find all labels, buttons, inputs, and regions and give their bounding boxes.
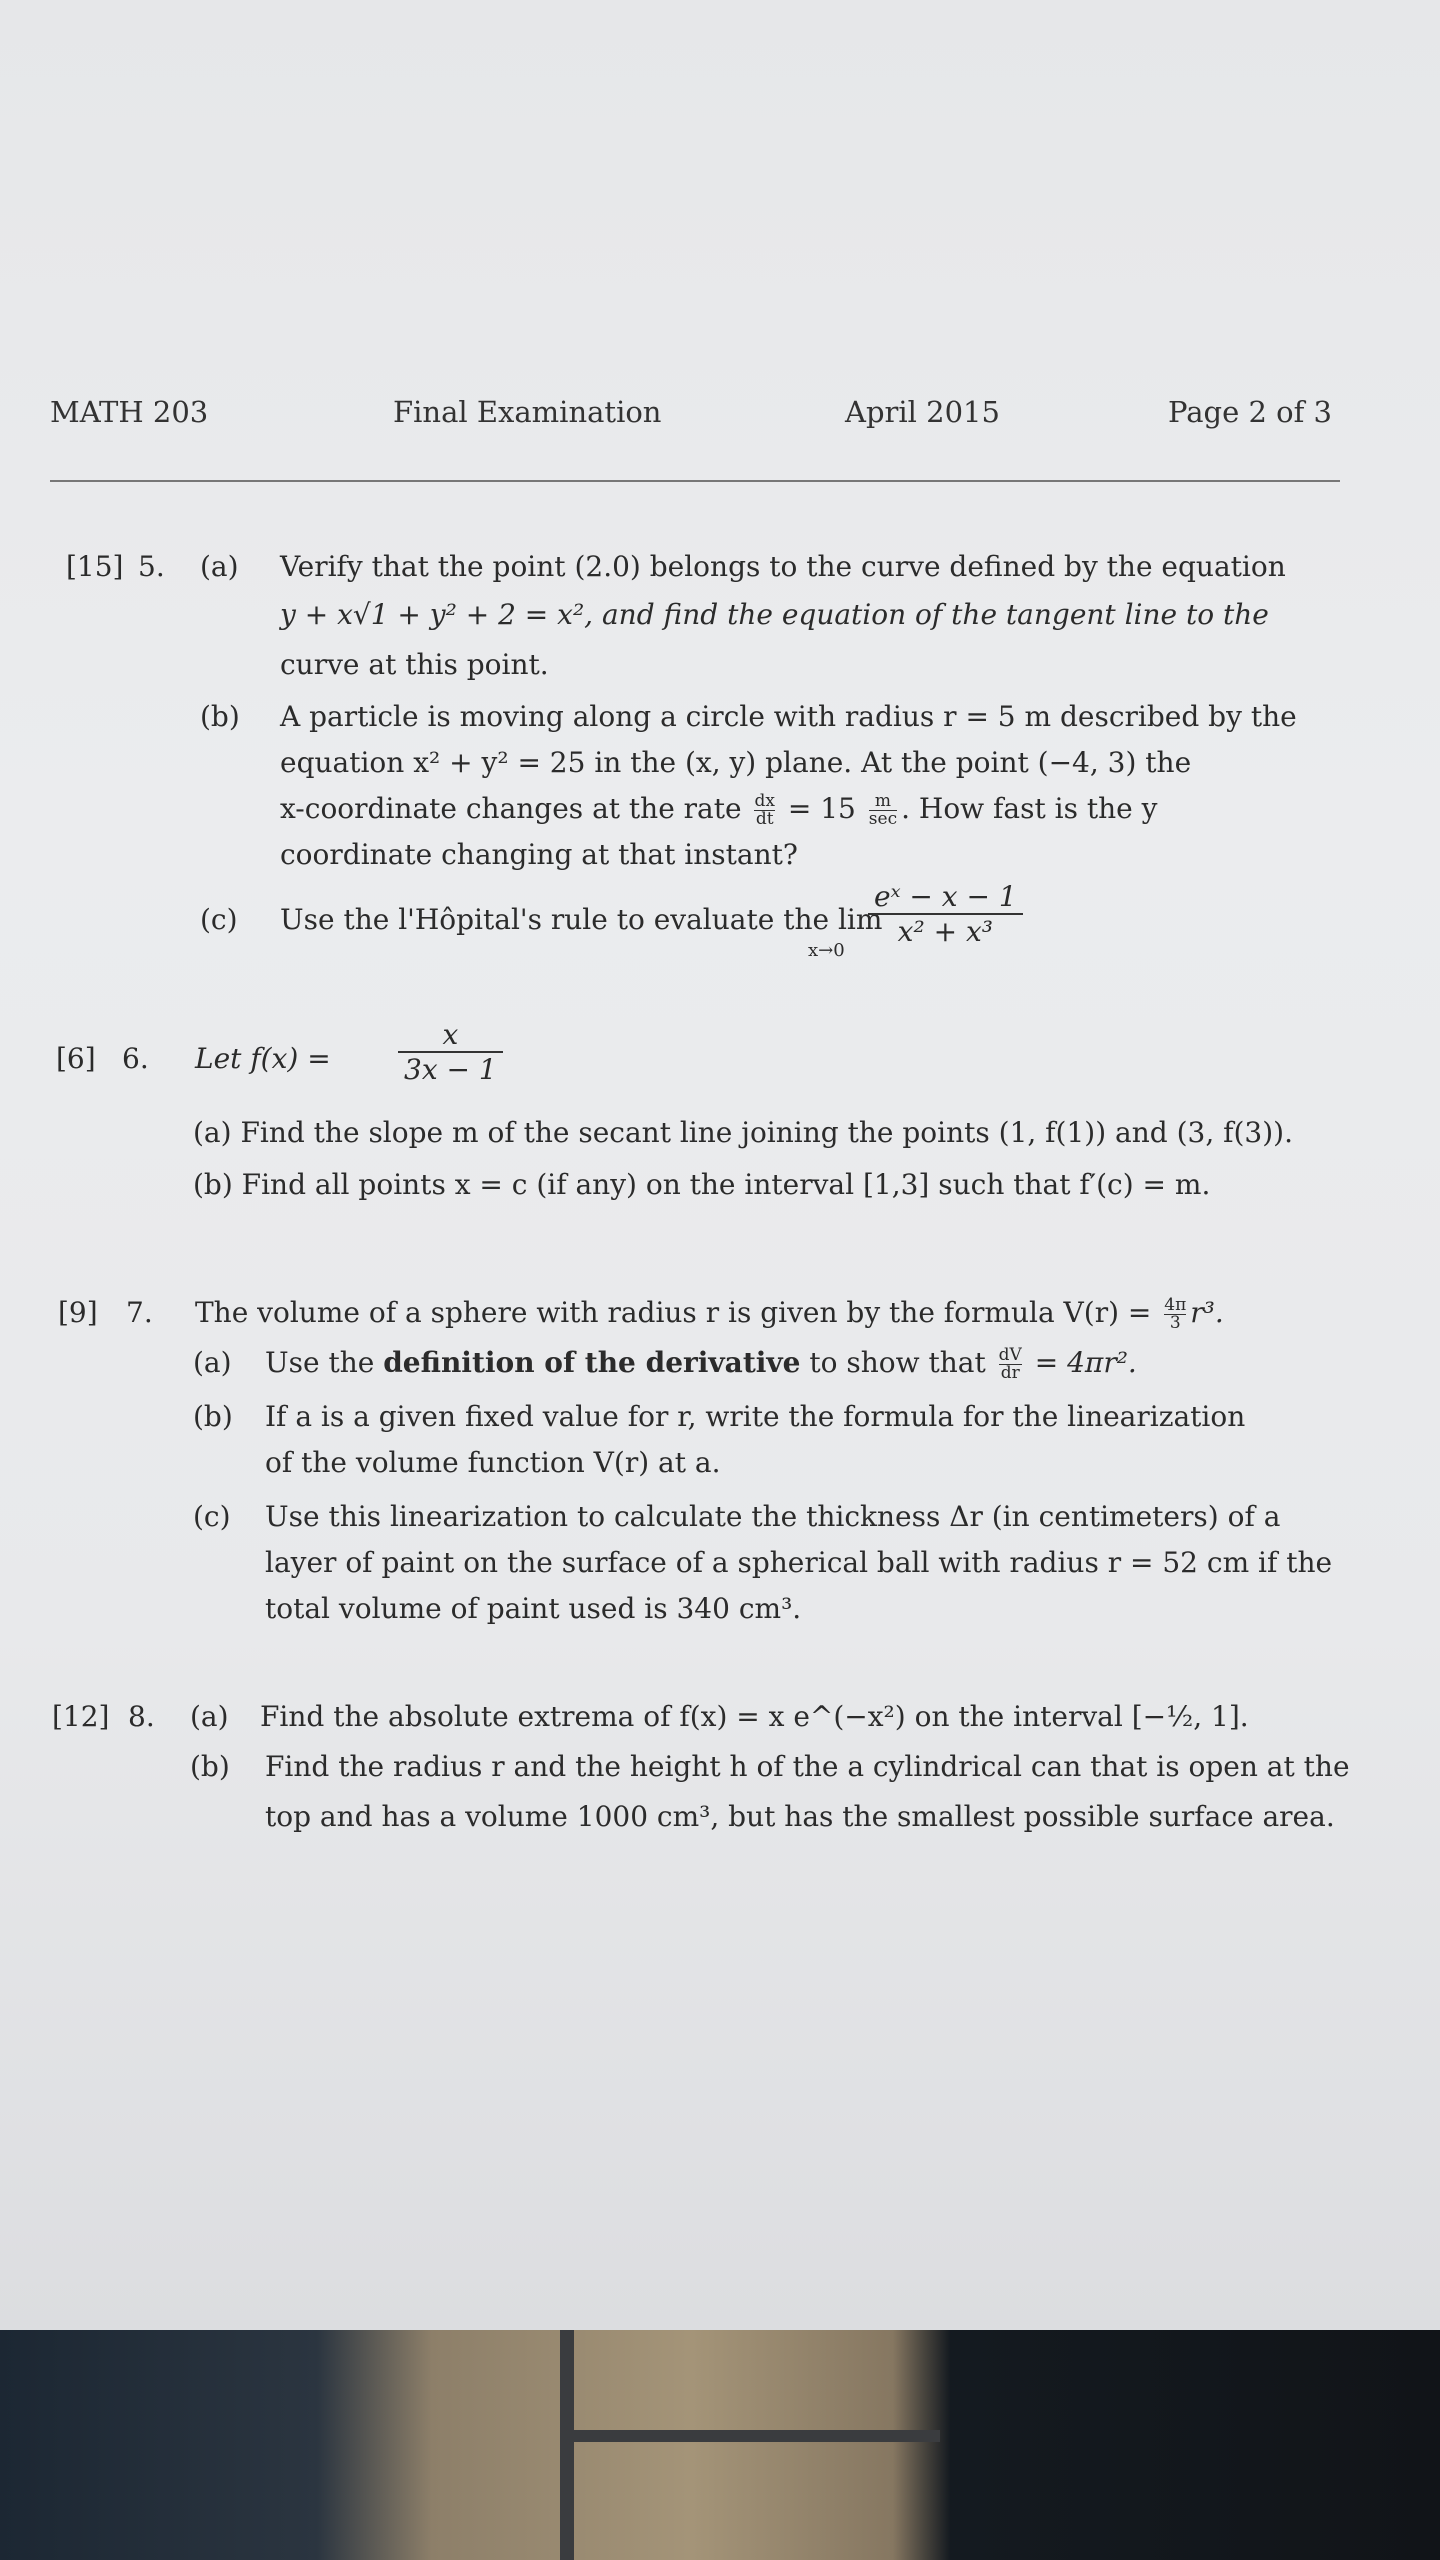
q5c-text: Use the l'Hôpital's rule to evaluate the lim: [280, 903, 883, 936]
m-numerator: m: [874, 791, 891, 811]
q8-marks: [12]: [52, 1700, 110, 1733]
q6-denominator: 3x − 1: [398, 1051, 503, 1086]
chair-leg: [560, 2330, 574, 2560]
q7c-line1: Use this linearization to calculate the thickness Δr (in centimeters) of a: [265, 1500, 1281, 1533]
q5b-line1: A particle is moving along a circle with radius r = 5 m described by the: [280, 700, 1297, 733]
dt-denominator: dt: [755, 809, 774, 829]
q5a-label: (a): [200, 550, 239, 583]
q5b-line2: equation x² + y² = 25 in the (x, y) plane. At the point (−4, 3) the: [280, 746, 1192, 779]
q7-marks: [9]: [58, 1296, 98, 1329]
q6-definition: Let f(x) =: [195, 1042, 331, 1075]
q7a-line: [265, 1346, 1137, 1382]
exam-date: April 2015: [845, 395, 1000, 429]
q7a-pre: Use the: [265, 1346, 375, 1379]
q7b-line1: If a is a given fixed value for r, write the formula for the linearization: [265, 1400, 1246, 1433]
q8a-line: Find the absolute extrema of f(x) = x e^(−x²) on the interval [−½, 1].: [260, 1700, 1249, 1733]
q5b-label: (b): [200, 700, 240, 733]
q7-intro-text: The volume of a sphere with radius r is given by the formula V(r) =: [195, 1296, 1152, 1329]
desk-background: [0, 2330, 1440, 2560]
q6-number: 6.: [122, 1042, 149, 1075]
q7-intro: [195, 1296, 1224, 1332]
q8b-line1: Find the radius r and the height h of the a cylindrical can that is open at the: [265, 1750, 1350, 1783]
q5b-line4: coordinate changing at that instant?: [280, 838, 798, 871]
course-code: MATH 203: [50, 395, 209, 429]
q6a-line: (a) Find the slope m of the secant line joining the points (1, f(1)) and (3, f(3)).: [193, 1116, 1293, 1149]
q7b-label: (b): [193, 1400, 233, 1433]
q7c-line2: layer of paint on the surface of a spherical ball with radius r = 52 cm if the: [265, 1546, 1333, 1579]
q5a-line1: Verify that the point (2.0) belongs to the curve defined by the equation: [280, 550, 1286, 583]
dV-dr-fraction: [999, 1347, 1022, 1382]
dx-numerator: dx: [754, 791, 775, 811]
q7-number: 7.: [126, 1296, 153, 1329]
q8-number: 8.: [128, 1700, 155, 1733]
q8b-line2: top and has a volume 1000 cm³, but has the smallest possible surface area.: [265, 1800, 1335, 1833]
q5c-numerator: eˣ − x − 1: [874, 880, 1017, 913]
q5b-line3: [280, 792, 1157, 828]
four-pi: 4π: [1164, 1295, 1187, 1315]
dV-numerator: dV: [998, 1345, 1022, 1365]
q5a-line2: y + x√1 + y² + 2 = x², and find the equation of the tangent line to the: [280, 598, 1269, 631]
exam-title: Final Examination: [393, 395, 662, 429]
dx-dt-fraction: [754, 793, 774, 828]
q7a-bold: definition of the derivative: [383, 1346, 801, 1379]
q6-marks: [6]: [56, 1042, 96, 1075]
q7a-label: (a): [193, 1346, 232, 1379]
sec-denominator: sec: [868, 809, 898, 829]
m-sec-fraction: [869, 793, 897, 828]
header-divider: [50, 480, 1340, 482]
chair-rail: [560, 2430, 940, 2442]
q5c-label: (c): [200, 903, 238, 936]
q7b-line2: of the volume function V(r) at a.: [265, 1446, 721, 1479]
page-number: Page 2 of 3: [1168, 395, 1332, 429]
q5c-fraction: [868, 880, 1023, 948]
dr-denominator: dr: [999, 1364, 1022, 1382]
four-pi-over-three: [1164, 1297, 1186, 1332]
three: 3: [1164, 1314, 1186, 1332]
r-cubed: r³.: [1190, 1296, 1224, 1329]
q8b-label: (b): [190, 1750, 230, 1783]
limit-subscript: x→0: [808, 940, 845, 961]
q6b-line: (b) Find all points x = c (if any) on the interval [1,3] such that f′(c) = m.: [193, 1168, 1211, 1201]
q5-number: 5.: [138, 550, 165, 583]
q6-numerator: x: [442, 1018, 459, 1051]
q7c-line3: total volume of paint used is 340 cm³.: [265, 1592, 802, 1625]
q6-fraction: [398, 1018, 503, 1086]
q7a-post: = 4πr².: [1034, 1346, 1137, 1379]
q5a-line3: curve at this point.: [280, 648, 549, 681]
q5c-denominator: x² + x³: [868, 913, 1023, 948]
q8a-label: (a): [190, 1700, 229, 1733]
q5b-rate-post: . How fast is the y: [901, 792, 1158, 825]
q5b-rate-value: = 15: [787, 792, 856, 825]
q7a-mid: to show that: [809, 1346, 986, 1379]
q7c-label: (c): [193, 1500, 231, 1533]
q5b-rate-text: x-coordinate changes at the rate: [280, 792, 742, 825]
q5-marks: [15]: [66, 550, 124, 583]
